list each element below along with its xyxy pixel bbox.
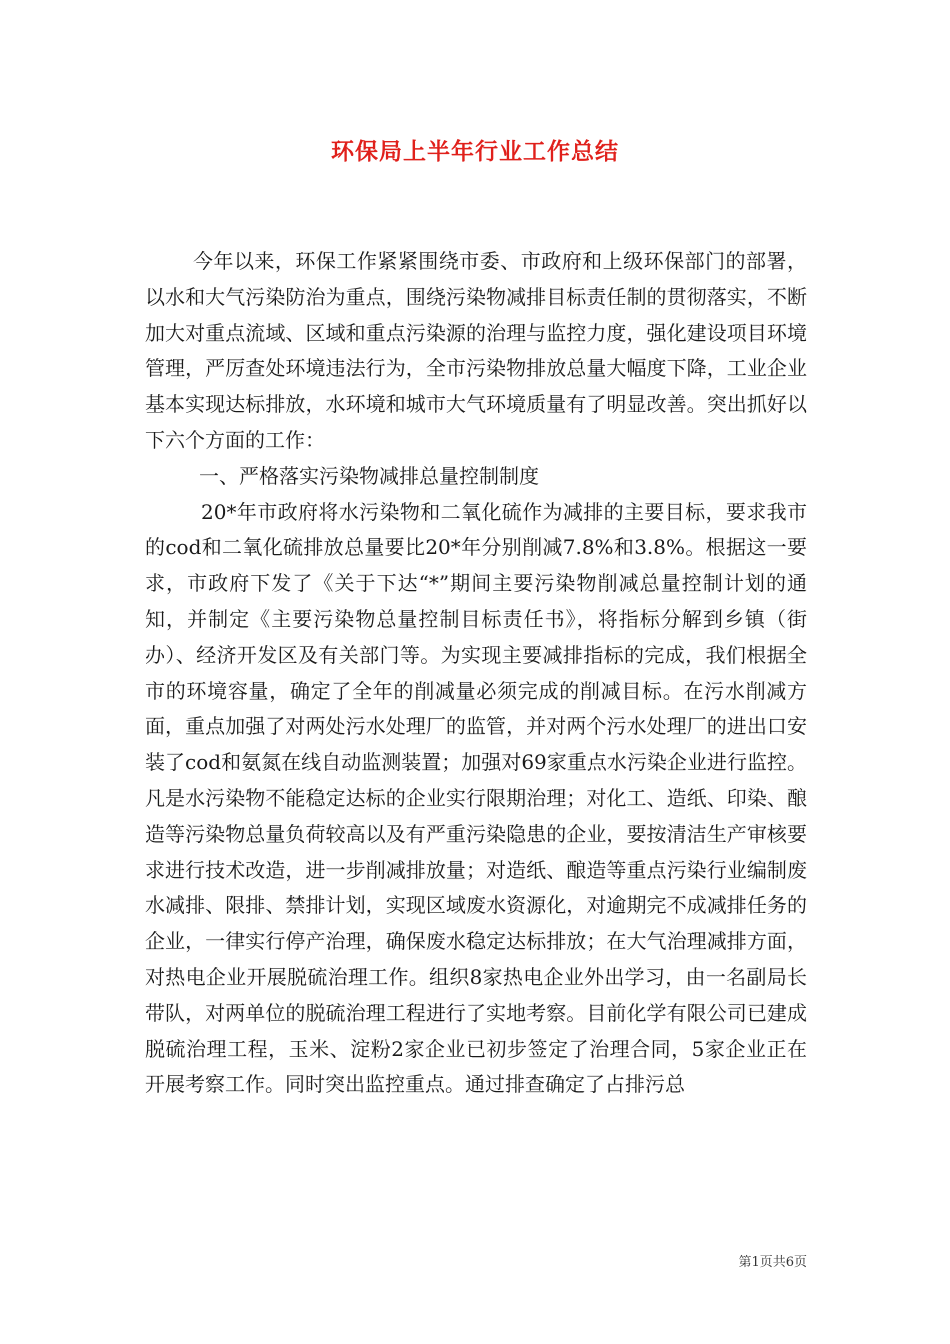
intro-paragraph: 今年以来，环保工作紧紧围绕市委、市政府和上级环保部门的部署，以水和大气污染防治为重点，围绕污染物减排目标责任制的贯彻落实，不断加大对重点流域、区域和重点污染源的治理与监控力度，强化建设项目环境管理，严厉查处环境违法行为，全市污染物排放总量大幅度下降，工业企业基本实现达标排放，水环境和城市大气环境质量有了明显改善。突出抓好以下六个方面的工作： xyxy=(145,249,807,452)
section-heading-1: 一、严格落实污染物减排总量控制制度 xyxy=(199,463,539,488)
document-body xyxy=(145,244,807,1103)
document-title: 环保局上半年行业工作总结 xyxy=(331,138,619,165)
section-1-paragraph: 20*年市政府将水污染物和二氧化硫作为减排的主要目标，要求我市的cod和二氧化硫排放总量要比20*年分别削减7.8%和3.8%。根据这一要求，市政府下发了《关于下达“*”期间主要污染物削减总量控制计划的通知，并制定《主要污染物总量控制目标责任书》，将指标分解到乡镇（街办）、经济开发区及有关部门等。为实现主要减排指标的完成，我们根据全市的环境容量，确定了全年的削减量必须完成的削减目标。在污水削减方面，重点加强了对两处污水处理厂的监管，并对两个污水处理厂的进出口安装了cod和氨氮在线自动监测装置；加强对69家重点水污染企业进行监控。凡是水污染物不能稳定达标的企业实行限期治理；对化工、造纸、印染、酿造等污染物总量负荷较高以及有严重污染隐患的企业，要按清洁生产审核要求进行技术改造，进一步削减排放量；对造纸、酿造等重点污染行业编制废水减排、限排、禁排计划，实现区域废水资源化，对逾期完不成减排任务的企业，一律实行停产治理，确保废水稳定达标排放；在大气治理减排方面，对热电企业开展脱硫治理工作。组织8家热电企业外出学习，由一名副局长带队，对两单位的脱硫治理工程进行了实地考察。目前化学有限公司已建成脱硫治理工程，玉米、淀粉2家企业已初步签定了治理合同，5家企业正在开展考察工作。同时突出监控重点。通过排查确定了占排污总 xyxy=(145,499,807,1097)
page-number-footer: 第1页共6页 xyxy=(738,1255,807,1270)
